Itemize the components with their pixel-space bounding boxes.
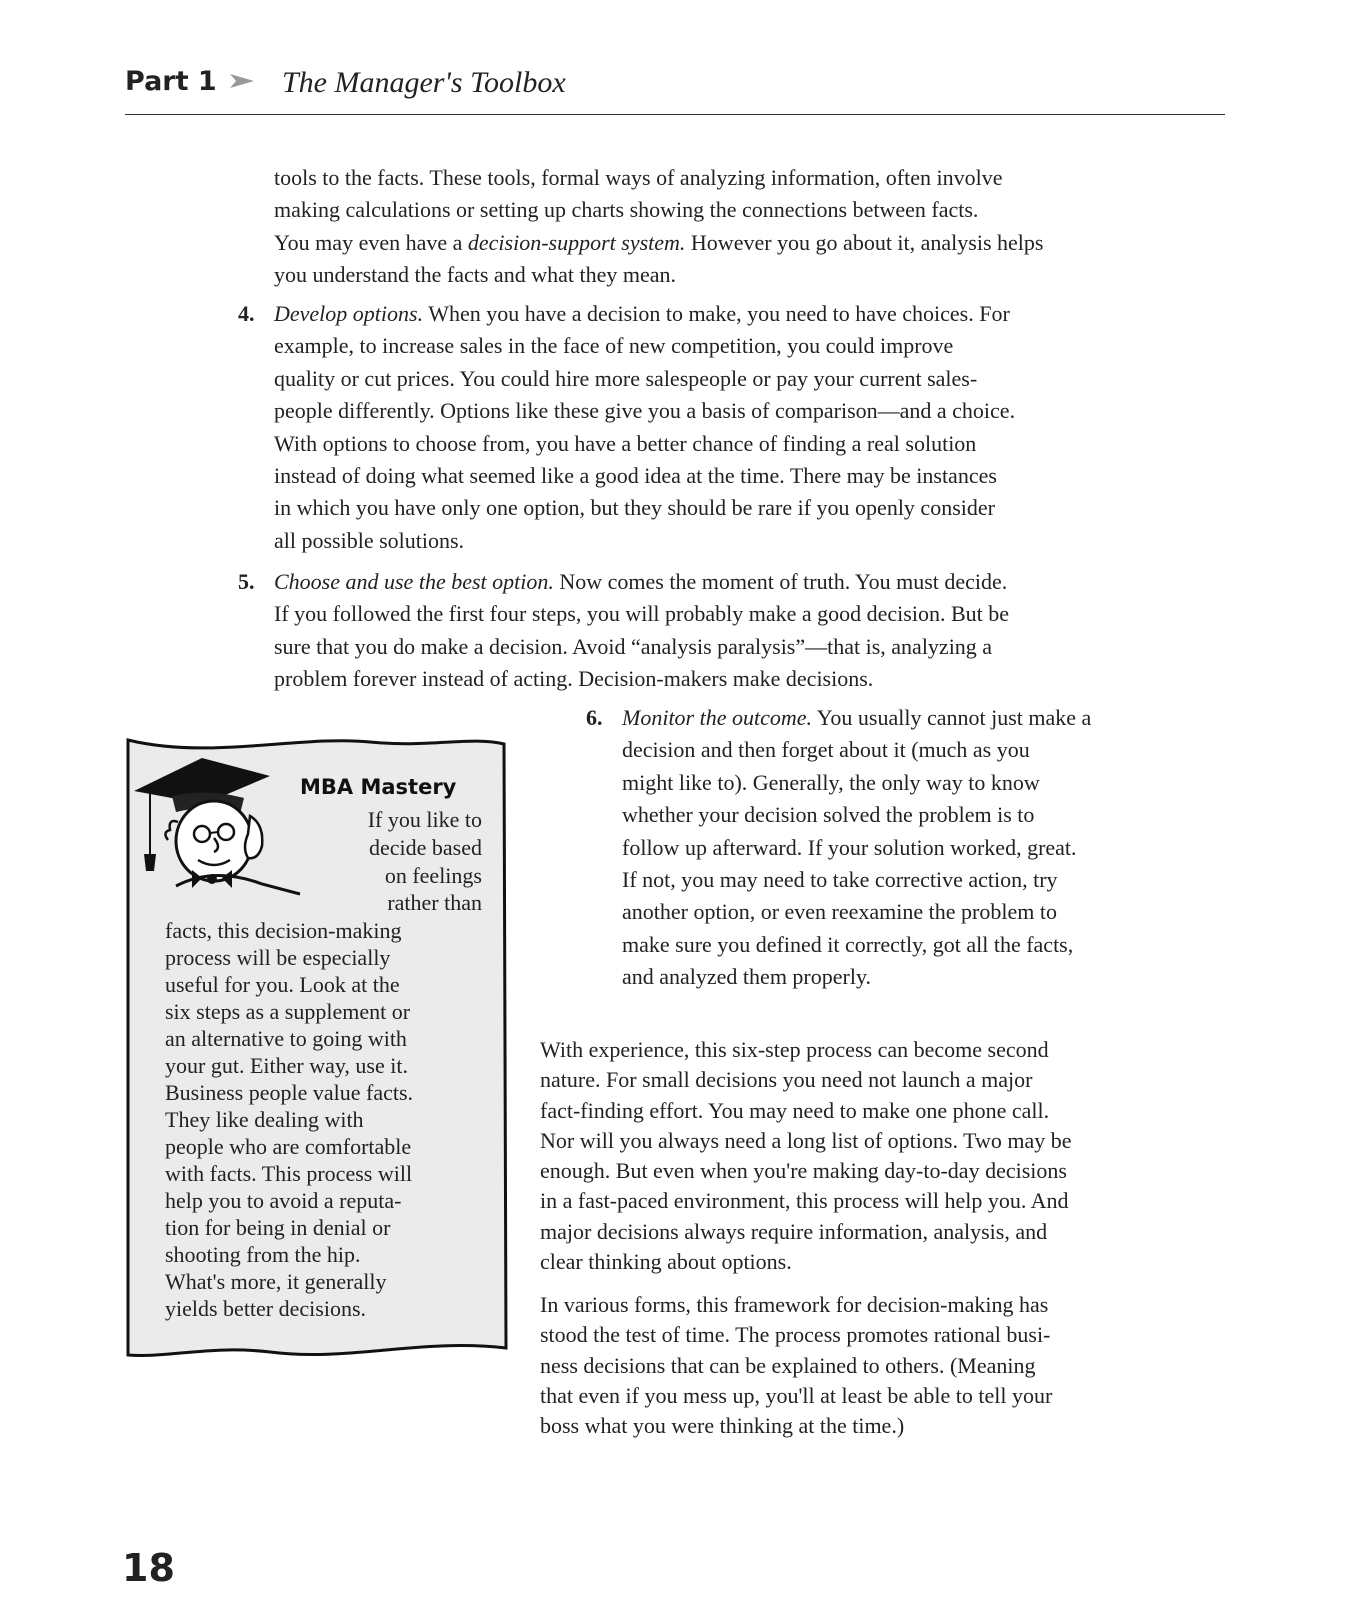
arrow-icon <box>228 70 258 97</box>
step-line: example, to increase sales in the face of new competition, you could improve <box>274 333 954 359</box>
sidebar-text-wrap <box>312 806 482 917</box>
paragraph-line: that even if you mess up, you'll at least be able to tell your <box>540 1382 1053 1408</box>
sidebar-title: MBA Mastery <box>300 775 457 799</box>
sidebar-line: your gut. Either way, use it. <box>165 1053 408 1078</box>
paragraph-line: in a fast-paced environment, this process will help you. And <box>540 1188 1069 1214</box>
paragraph-experience <box>540 1035 1220 1277</box>
step-line: sure that you do make a decision. Avoid “analysis paralysis”—that is, analyzing a <box>274 633 993 659</box>
intro-line: You may even have a decision-support system. However you go about it, analysis helps <box>274 229 1044 255</box>
intro-line: making calculations or setting up charts showing the connections between facts. <box>274 197 979 223</box>
step-line: whether your decision solved the problem is to <box>622 802 1035 828</box>
sidebar-line: an alternative to going with <box>165 1026 407 1051</box>
sidebar-text <box>165 917 465 1322</box>
step-title: Develop options. <box>274 301 424 326</box>
step-line: make sure you defined it correctly, got all the facts, <box>622 931 1074 957</box>
paragraph-line: clear thinking about options. <box>540 1249 792 1275</box>
sidebar-line: rather than <box>387 890 482 916</box>
sidebar-line: facts, this decision-making <box>165 918 402 943</box>
step-number: 4. <box>238 301 255 326</box>
book-title: The Manager's Toolbox <box>282 66 566 99</box>
mba-mastery-sidebar <box>120 730 510 1370</box>
sidebar-line: process will be especially <box>165 945 391 970</box>
page-number: 18 <box>122 1546 175 1590</box>
paragraph-line: boss what you were thinking at the time.) <box>540 1413 905 1439</box>
sidebar-line: help you to avoid a reputa- <box>165 1188 402 1213</box>
sidebar-line: on feelings <box>384 862 482 888</box>
step-title: Monitor the outcome. <box>622 705 813 730</box>
sidebar-line: shooting from the hip. <box>165 1242 361 1267</box>
sidebar-line: What's more, it generally <box>165 1269 387 1294</box>
term-decision-support-system: decision-support system. <box>467 229 686 255</box>
step-number: 6. <box>586 705 603 730</box>
step-line: another option, or even reexamine the problem to <box>622 899 1057 925</box>
sidebar-line: people who are comfortable <box>165 1134 412 1159</box>
paragraph-line: ness decisions that can be explained to others. (Meaning <box>540 1352 1036 1378</box>
paragraph-line: enough. But even when you're making day-to-day decisions <box>540 1158 1067 1184</box>
intro-line: you understand the facts and what they mean. <box>274 262 676 288</box>
paragraph-line: stood the test of time. The process promotes rational busi- <box>540 1322 1051 1348</box>
sidebar-line: Business people value facts. <box>165 1080 414 1105</box>
paragraph-line: Nor will you always need a long list of options. Two may be <box>540 1127 1072 1153</box>
sidebar-line: with facts. This process will <box>165 1161 413 1186</box>
step-line: If you followed the first four steps, you will probably make a good decision. But be <box>274 601 1010 627</box>
step-line: all possible solutions. <box>274 527 465 553</box>
paragraph-line: major decisions always require information, analysis, and <box>540 1218 1048 1244</box>
sidebar-line: yields better decisions. <box>165 1296 367 1321</box>
professor-cartoon-icon <box>132 736 302 911</box>
part-label: Part 1 <box>125 66 217 97</box>
step-line: If not, you may need to take corrective action, try <box>622 867 1058 893</box>
step-line: quality or cut prices. You could hire more salespeople or pay your current sales- <box>274 365 978 391</box>
paragraph-line: With experience, this six-step process can become second <box>540 1037 1049 1062</box>
paragraph-line: In various forms, this framework for decision-making has <box>540 1292 1049 1317</box>
paragraph-line: fact-finding effort. You may need to make one phone call. <box>540 1097 1050 1123</box>
step-line: in which you have only one option, but they should be rare if you openly consider <box>274 495 995 521</box>
step-line: might like to). Generally, the only way to know <box>622 769 1040 795</box>
step-line: and analyzed them properly. <box>622 964 872 990</box>
running-header <box>125 62 1225 115</box>
paragraph-line: nature. For small decisions you need not launch a major <box>540 1067 1033 1093</box>
step-title: Choose and use the best option. <box>274 569 554 594</box>
intro-paragraph <box>274 162 1224 292</box>
step-line: problem forever instead of acting. Decision-makers make decisions. <box>274 666 874 692</box>
sidebar-line: They like dealing with <box>165 1107 364 1132</box>
paragraph-framework <box>540 1290 1220 1441</box>
step-line: people differently. Options like these give you a basis of comparison—and a choice. <box>274 398 1016 424</box>
sidebar-line: decide based <box>369 834 482 860</box>
step-line: With options to choose from, you have a better chance of finding a real solution <box>274 430 977 456</box>
sidebar-line: useful for you. Look at the <box>165 972 400 997</box>
sidebar-line: If you like to <box>367 807 482 832</box>
sidebar-line: six steps as a supplement or <box>165 999 411 1024</box>
step-number: 5. <box>238 569 255 594</box>
step-line: decision and then forget about it (much as you <box>622 737 1030 763</box>
sidebar-line: tion for being in denial or <box>165 1215 391 1240</box>
step-line: instead of doing what seemed like a good idea at the time. There may be instances <box>274 463 997 489</box>
step-line: follow up afterward. If your solution worked, great. <box>622 834 1077 860</box>
intro-line: tools to the facts. These tools, formal ways of analyzing information, often involve <box>274 165 1003 190</box>
